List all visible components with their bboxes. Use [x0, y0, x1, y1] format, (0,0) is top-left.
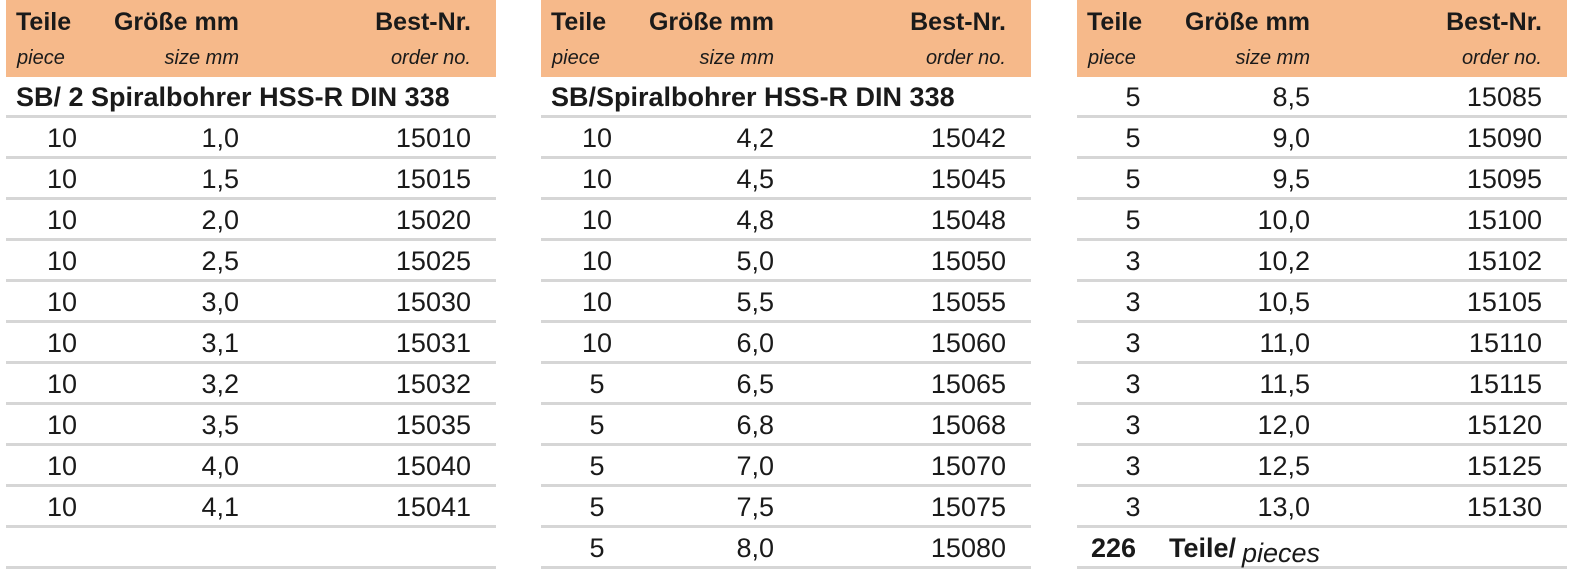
header-order-en: order no.: [1461, 47, 1542, 69]
header-pieces-de: Teile: [1087, 8, 1143, 36]
cell-pieces: 10: [581, 205, 613, 235]
header-pieces-en: piece: [552, 47, 600, 69]
table-row: [541, 446, 1031, 487]
cell-size: 3,1: [201, 328, 239, 358]
cell-order-no: 15105: [1466, 287, 1542, 317]
cell-size: 10,0: [1257, 205, 1310, 235]
total-label-en: pieces: [1242, 538, 1321, 568]
header-order-en: order no.: [925, 47, 1006, 69]
section-title: SB/ 2 Spiralbohrer HSS-R DIN 338: [16, 82, 450, 112]
cell-pieces: 10: [46, 287, 78, 317]
cell-order-no: 15075: [930, 492, 1006, 522]
cell-order-no: 15100: [1466, 205, 1542, 235]
cell-order-no: 15090: [1466, 123, 1542, 153]
cell-size: 12,5: [1257, 451, 1310, 481]
cell-size: 4,0: [201, 451, 239, 481]
table-row: [541, 323, 1031, 364]
cell-pieces: 5: [1125, 205, 1141, 235]
table-row: [1077, 159, 1567, 200]
cell-order-no: 15125: [1466, 451, 1542, 481]
product-table-3: [1077, 0, 1567, 568]
table-row: [1077, 118, 1567, 159]
header-size-en: size mm: [1235, 47, 1310, 69]
cell-order-no: 15010: [395, 123, 471, 153]
cell-order-no: 15130: [1466, 492, 1542, 522]
cell-pieces: 3: [1125, 451, 1141, 481]
table-row: [541, 200, 1031, 241]
cell-size: 12,0: [1257, 410, 1310, 440]
table-row: [6, 118, 496, 159]
cell-pieces: 5: [1125, 123, 1141, 153]
cell-size: 11,5: [1259, 369, 1310, 399]
cell-pieces: 10: [46, 410, 78, 440]
cell-order-no: 15032: [395, 369, 471, 399]
table-header: [6, 0, 496, 77]
header-pieces-en: piece: [1088, 47, 1136, 69]
cell-pieces: 10: [46, 123, 78, 153]
cell-order-no: 15110: [1468, 328, 1542, 358]
cell-size: 9,0: [1272, 123, 1310, 153]
table-row: [541, 282, 1031, 323]
table-row: [541, 364, 1031, 405]
cell-order-no: 15095: [1466, 164, 1542, 194]
table-row: [1077, 282, 1567, 323]
cell-size: 7,0: [736, 451, 774, 481]
header-order-de: Best-Nr.: [910, 8, 1006, 36]
cell-order-no: 15050: [930, 246, 1006, 276]
cell-pieces: 10: [581, 123, 613, 153]
cell-order-no: 15102: [1466, 246, 1542, 276]
cell-order-no: 15070: [930, 451, 1006, 481]
cell-order-no: 15025: [395, 246, 471, 276]
cell-size: 5,5: [736, 287, 774, 317]
cell-order-no: 15065: [930, 369, 1006, 399]
table-row: [541, 241, 1031, 282]
cell-size: 4,2: [736, 123, 774, 153]
cell-order-no: 15040: [395, 451, 471, 481]
cell-size: 2,5: [201, 246, 239, 276]
cell-pieces: 10: [46, 451, 78, 481]
cell-size: 1,0: [201, 123, 239, 153]
header-pieces-de: Teile: [551, 8, 607, 36]
cell-pieces: 10: [46, 492, 78, 522]
table-row: [6, 159, 496, 200]
cell-pieces: 10: [46, 369, 78, 399]
cell-order-no: 15120: [1466, 410, 1542, 440]
cell-order-no: 15035: [395, 410, 471, 440]
cell-order-no: 15115: [1468, 369, 1542, 399]
total-row: [1077, 528, 1567, 569]
cell-pieces: 5: [1125, 82, 1141, 112]
table-row: [1077, 364, 1567, 405]
total-count: 226: [1091, 533, 1137, 563]
cell-pieces: 10: [46, 246, 78, 276]
cell-size: 6,5: [736, 369, 774, 399]
cell-size: 4,5: [736, 164, 774, 194]
cell-size: 13,0: [1257, 492, 1310, 522]
table-header: [1077, 0, 1567, 77]
cell-size: 11,0: [1259, 328, 1310, 358]
cell-size: 5,0: [736, 246, 774, 276]
header-size-de: Größe mm: [648, 8, 774, 36]
table-row: [541, 528, 1031, 569]
table-row: [541, 159, 1031, 200]
total-label-de: Teile/: [1169, 533, 1237, 563]
header-size-de: Größe mm: [113, 8, 239, 36]
table-row: [541, 487, 1031, 528]
cell-order-no: 15060: [930, 328, 1006, 358]
table-row: [6, 487, 496, 528]
product-table-1: [6, 0, 496, 522]
cell-pieces: 5: [589, 492, 605, 522]
header-pieces-de: Teile: [16, 8, 72, 36]
cell-size: 4,8: [736, 205, 774, 235]
table-row: [6, 200, 496, 241]
product-table-2: [541, 0, 1031, 563]
cell-pieces: 5: [589, 451, 605, 481]
cell-pieces: 5: [589, 410, 605, 440]
cell-pieces: 3: [1125, 246, 1141, 276]
cell-order-no: 15048: [930, 205, 1006, 235]
cell-size: 6,8: [736, 410, 774, 440]
cell-pieces: 3: [1125, 410, 1141, 440]
cell-pieces: 3: [1125, 287, 1141, 317]
header-size-de: Größe mm: [1184, 8, 1310, 36]
cell-size: 6,0: [736, 328, 774, 358]
cell-pieces: 3: [1125, 369, 1141, 399]
table-row: [541, 118, 1031, 159]
cell-pieces: 3: [1125, 328, 1141, 358]
cell-order-no: 15042: [930, 123, 1006, 153]
cell-size: 2,0: [201, 205, 239, 235]
cell-size: 10,2: [1257, 246, 1310, 276]
cell-size: 9,5: [1272, 164, 1310, 194]
table-row: [6, 323, 496, 364]
cell-pieces: 10: [46, 328, 78, 358]
table-row: [6, 446, 496, 487]
header-size-en: size mm: [699, 47, 774, 69]
cell-pieces: 3: [1125, 492, 1141, 522]
cell-order-no: 15031: [395, 328, 471, 358]
section-title: SB/Spiralbohrer HSS-R DIN 338: [551, 82, 955, 112]
table-row: [1077, 77, 1567, 118]
cell-size: 4,1: [201, 492, 239, 522]
section-title-row: [6, 77, 496, 118]
table-row: [1077, 200, 1567, 241]
cell-pieces: 10: [46, 164, 78, 194]
cell-order-no: 15045: [930, 164, 1006, 194]
table-row: [541, 405, 1031, 446]
table-row: [1077, 487, 1567, 528]
cell-size: 10,5: [1257, 287, 1310, 317]
table-row: [6, 282, 496, 323]
cell-size: 7,5: [736, 492, 774, 522]
cell-pieces: 10: [581, 328, 613, 358]
cell-order-no: 15015: [395, 164, 471, 194]
header-size-en: size mm: [164, 47, 239, 69]
table-row: [6, 241, 496, 282]
cell-size: 8,0: [736, 533, 774, 563]
cell-pieces: 5: [589, 369, 605, 399]
section-title-row: [541, 77, 1031, 118]
table-row: [6, 364, 496, 405]
cell-pieces: 10: [581, 246, 613, 276]
cell-size: 8,5: [1272, 82, 1310, 112]
header-order-de: Best-Nr.: [375, 8, 471, 36]
cell-size: 3,5: [201, 410, 239, 440]
cell-order-no: 15055: [930, 287, 1006, 317]
cell-order-no: 15068: [930, 410, 1006, 440]
table-row: [1077, 241, 1567, 282]
cell-size: 3,2: [201, 369, 239, 399]
header-pieces-en: piece: [17, 47, 65, 69]
cell-size: 1,5: [201, 164, 239, 194]
cell-order-no: 15080: [930, 533, 1006, 563]
table-header: [541, 0, 1031, 77]
cell-pieces: 5: [589, 533, 605, 563]
cell-pieces: 10: [46, 205, 78, 235]
table-row: [1077, 446, 1567, 487]
cell-order-no: 15030: [395, 287, 471, 317]
table-row: [1077, 323, 1567, 364]
cell-pieces: 10: [581, 164, 613, 194]
cell-order-no: 15020: [395, 205, 471, 235]
header-order-de: Best-Nr.: [1446, 8, 1542, 36]
cell-order-no: 15085: [1466, 82, 1542, 112]
cell-size: 3,0: [201, 287, 239, 317]
cell-pieces: 5: [1125, 164, 1141, 194]
cell-order-no: 15041: [395, 492, 471, 522]
table-row: [1077, 405, 1567, 446]
empty-row: [6, 528, 496, 569]
header-order-en: order no.: [390, 47, 471, 69]
table-row: [6, 405, 496, 446]
cell-pieces: 10: [581, 287, 613, 317]
